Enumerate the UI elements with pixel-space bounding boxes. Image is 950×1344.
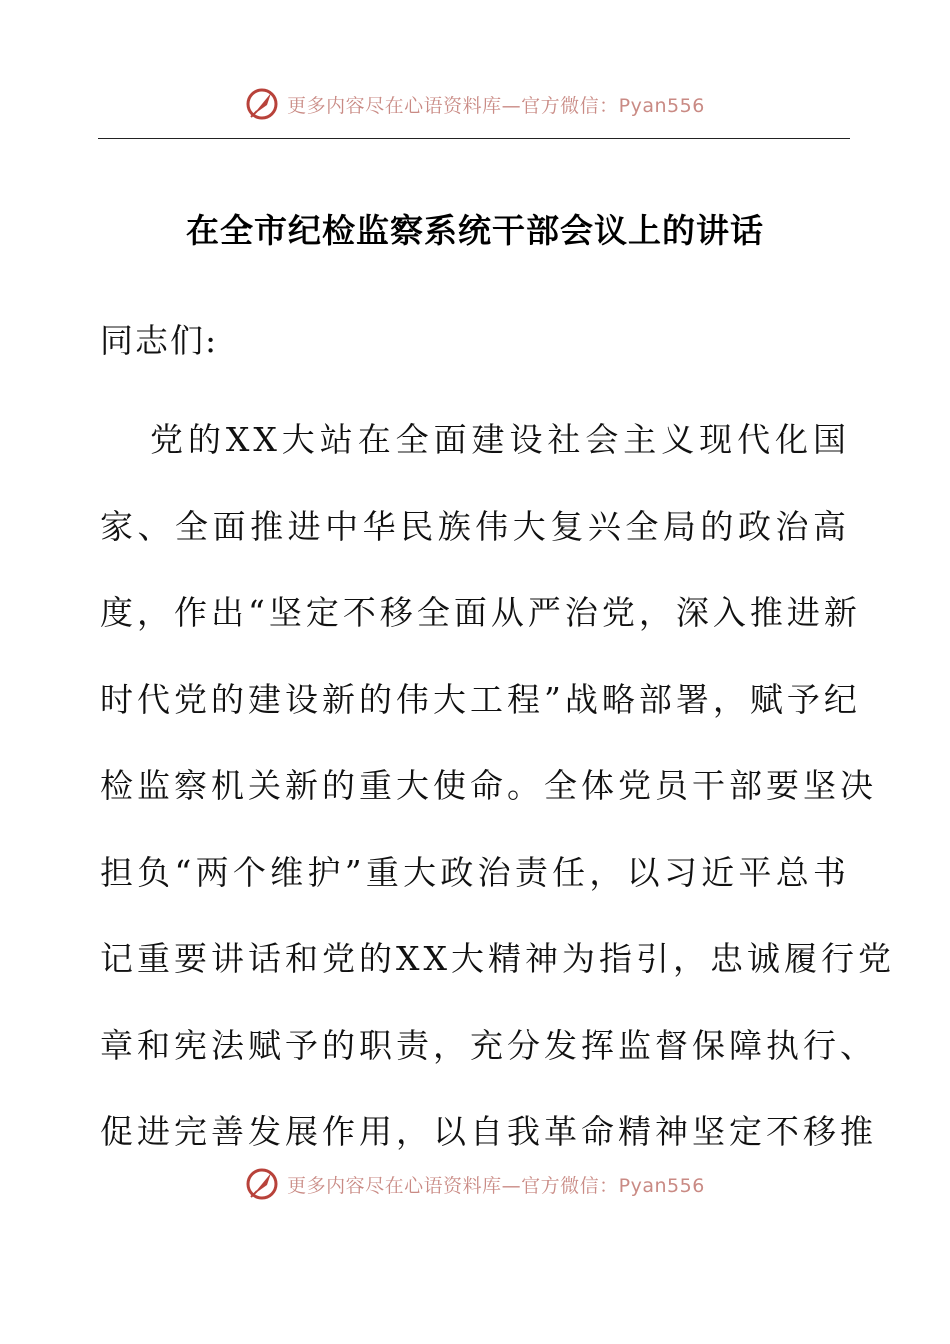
body-paragraph <box>100 397 895 1176</box>
paragraph-line: 担负“两个维护”重大政治责任，以习近平总书 <box>100 852 850 892</box>
salutation: 同志们: <box>100 321 219 360</box>
paragraph-line: 时代党的建设新的伟大工程”战略部署，赋予纪 <box>100 679 861 719</box>
paragraph-line: 党的XX大站在全面建设社会主义现代化国 <box>150 420 850 459</box>
paragraph-line: 记重要讲话和党的XX大精神为指引，忠诚履行党 <box>100 939 895 978</box>
paragraph-line: 度，作出“坚定不移全面从严治党，深入推进新 <box>100 593 861 632</box>
banner-text: 更多内容尽在心语资料库—官方微信：Pyan556 <box>287 1174 705 1197</box>
footer-banner <box>0 1164 950 1204</box>
page-title: 在全市纪检监察系统干部会议上的讲话 <box>186 211 764 250</box>
paragraph-line: 检监察机关新的重大使命。全体党员干部要坚决 <box>100 766 877 805</box>
quill-logo-icon <box>245 1167 279 1201</box>
paragraph-line: 促进完善发展作用，以自我革命精神坚定不移推 <box>100 1112 877 1151</box>
paragraph-line: 章和宪法赋予的职责，充分发挥监督保障执行、 <box>100 1025 877 1065</box>
header-banner <box>0 84 950 124</box>
quill-logo-icon <box>245 87 279 121</box>
header-divider <box>98 138 850 139</box>
banner-text: 更多内容尽在心语资料库—官方微信：Pyan556 <box>287 94 705 117</box>
paragraph-line: 家、全面推进中华民族伟大复兴全局的政治高 <box>100 506 850 546</box>
